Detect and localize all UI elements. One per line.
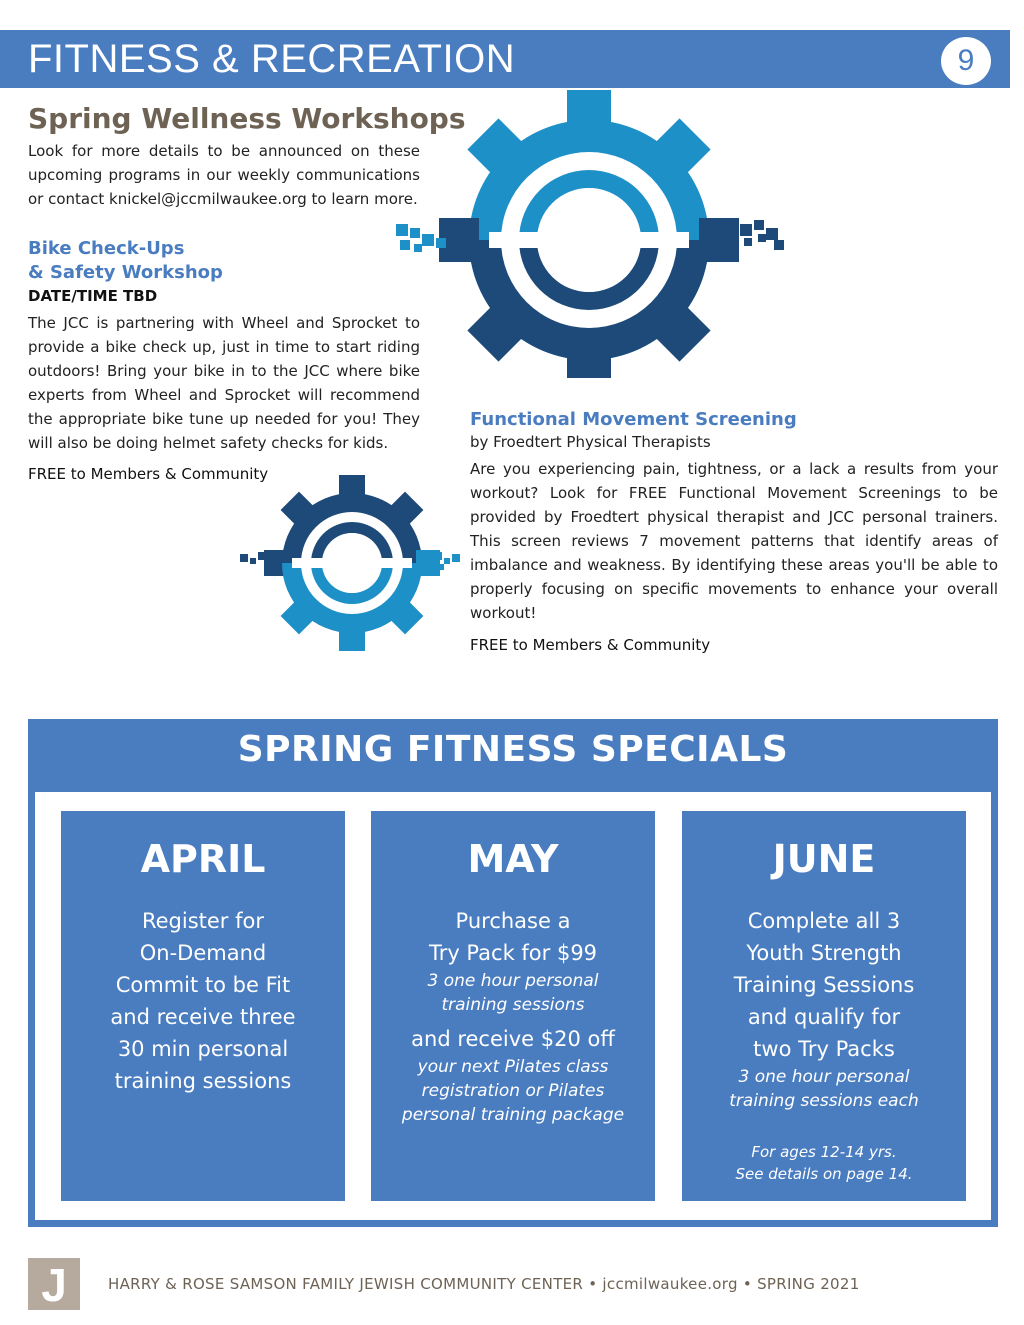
may-card xyxy=(371,811,655,1201)
june-offer xyxy=(682,905,966,1185)
april-offer xyxy=(61,905,345,1097)
june-heading: JUNE xyxy=(772,837,876,881)
may-detail: 3 one hour personal xyxy=(427,971,599,991)
specials-heading: SPRING FITNESS SPECIALS xyxy=(237,729,789,770)
may-line: Try Pack for $99 xyxy=(428,941,598,965)
bike-heading xyxy=(28,237,223,285)
june-line: two Try Packs xyxy=(753,1037,895,1061)
specials-box xyxy=(28,719,998,1227)
june-card xyxy=(682,811,966,1201)
bike-heading-line1: Bike Check-Ups xyxy=(28,238,185,259)
gear-icon-small xyxy=(238,470,468,660)
bike-heading-line2: & Safety Workshop xyxy=(28,262,223,283)
bike-body: The JCC is partnering with Wheel and Sprocket to provide a bike check up, just in time to start riding outdoors! Bring your bike in to the JCC where bike experts from Wheel and Sprocket will recommend the appropriate bike tune up needed for you! They will also be doing helmet safety checks for kids. xyxy=(28,314,420,452)
fms-heading: Functional Movement Screening xyxy=(470,409,797,430)
footer-text: HARRY & ROSE SAMSON FAMILY JEWISH COMMUNITY CENTER • jccmilwaukee.org • SPRING 2021 xyxy=(108,1275,860,1293)
june-line: Training Sessions xyxy=(733,973,915,997)
april-line: Register for xyxy=(141,909,264,933)
gear-icon-large xyxy=(392,78,792,378)
june-note-line: See details on page 14. xyxy=(735,1165,913,1183)
page-title: FITNESS & RECREATION xyxy=(28,37,516,81)
fms-subtitle: by Froedtert Physical Therapists xyxy=(470,433,711,451)
april-line: training sessions xyxy=(114,1069,292,1093)
june-line: Complete all 3 xyxy=(747,909,901,933)
may-detail: training sessions xyxy=(441,995,585,1015)
april-card xyxy=(61,811,345,1201)
wellness-heading: Spring Wellness Workshops xyxy=(28,102,466,135)
may-line: and receive $20 off xyxy=(411,1027,615,1051)
page-number: 9 xyxy=(941,37,991,85)
june-note-line: For ages 12-14 yrs. xyxy=(751,1143,897,1161)
fms-body: Are you experiencing pain, tightness, or a lack a results from your workout? Look for FREE Functional Movement Screenings to be provided by Froedtert physical therapist and JCC personal trainers. This screen reviews 7 movement patterns that identify areas of imbalance and weakness. By identifying these areas you'll be able to properly focusing on specific movements to enhance your overall workout! xyxy=(470,460,998,622)
april-line: and receive three xyxy=(110,1005,296,1029)
june-line: Youth Strength xyxy=(746,941,902,965)
april-heading: APRIL xyxy=(140,837,266,881)
june-detail: training sessions each xyxy=(729,1091,919,1111)
may-detail: your next Pilates class xyxy=(417,1057,609,1077)
fms-free-note: FREE to Members & Community xyxy=(470,636,711,654)
specials-inner xyxy=(35,792,991,1220)
may-detail: registration or Pilates xyxy=(421,1081,605,1101)
june-line: and qualify for xyxy=(747,1005,901,1029)
wellness-body: Look for more details to be announced on these upcoming programs in our weekly communications or contact knickel@jccmilwaukee.org to learn more. xyxy=(28,142,420,208)
may-heading: MAY xyxy=(467,837,559,881)
april-line: On-Demand xyxy=(139,941,267,965)
bike-free-note: FREE to Members & Community xyxy=(28,465,269,483)
june-detail: 3 one hour personal xyxy=(738,1067,910,1087)
jcc-logo-letter: J xyxy=(41,1259,67,1311)
may-detail: personal training package xyxy=(401,1105,625,1125)
may-line: Purchase a xyxy=(455,909,571,933)
april-line: Commit to be Fit xyxy=(115,973,291,997)
may-offer xyxy=(371,905,655,1127)
bike-date: DATE/TIME TBD xyxy=(28,287,158,305)
april-line: 30 min personal xyxy=(117,1037,289,1061)
june-note xyxy=(682,1141,966,1185)
jcc-logo xyxy=(28,1258,80,1310)
